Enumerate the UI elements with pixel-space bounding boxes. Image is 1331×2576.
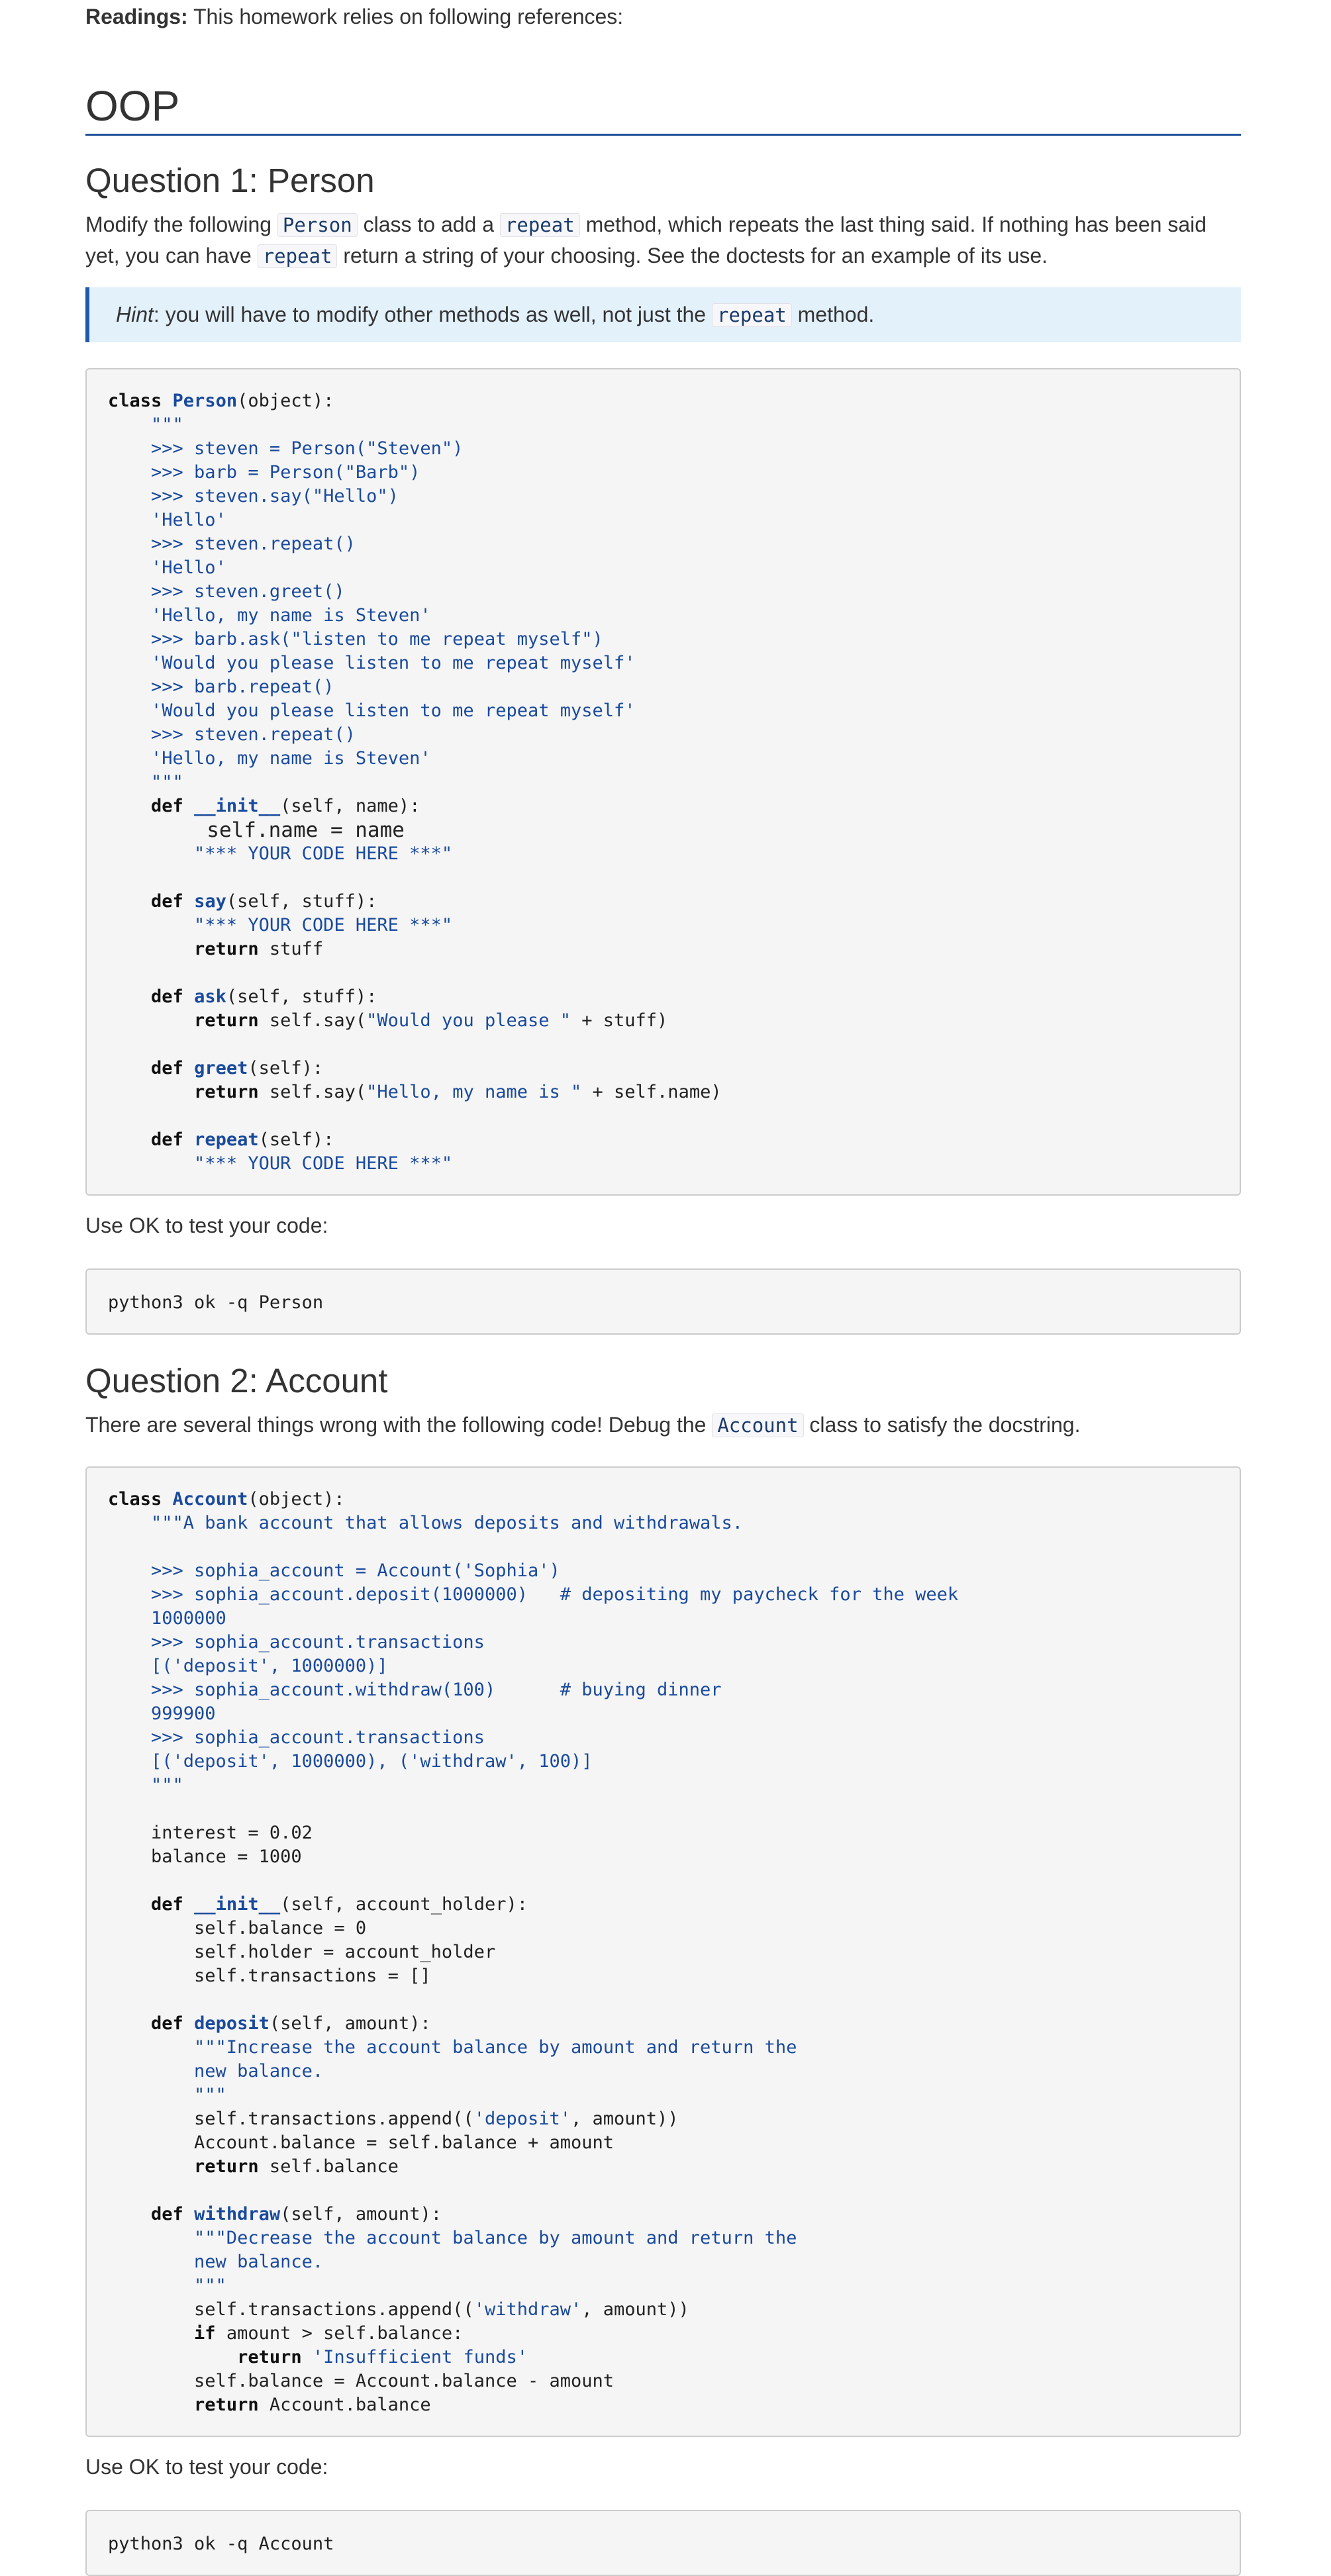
code-token: if bbox=[194, 2323, 216, 2344]
code-token bbox=[108, 2323, 194, 2344]
code-token: 'Hello, my name is Steven' bbox=[108, 605, 431, 626]
code-line bbox=[108, 1033, 1218, 1057]
code-line bbox=[108, 2322, 1218, 2346]
code-line bbox=[108, 1726, 1218, 1750]
code-token bbox=[108, 1153, 194, 1174]
code-token bbox=[302, 2347, 313, 2367]
code-token: return bbox=[194, 939, 259, 959]
code-token: [('deposit', 1000000), ('withdraw', 100)] bbox=[108, 1751, 593, 1772]
code-line bbox=[108, 2179, 1218, 2203]
code-line bbox=[108, 485, 1218, 508]
inline-code-person: Person bbox=[277, 213, 358, 237]
code-token: """ bbox=[108, 2275, 226, 2296]
code-line bbox=[108, 2083, 1218, 2107]
code-token bbox=[108, 939, 194, 959]
code-line bbox=[108, 914, 1218, 937]
section-title-oop: OOP bbox=[85, 82, 1241, 136]
code-token: >>> steven.repeat() bbox=[108, 534, 356, 554]
code-token bbox=[108, 2347, 237, 2367]
code-line bbox=[108, 1104, 1218, 1128]
code-token bbox=[108, 915, 194, 935]
code-line bbox=[108, 675, 1218, 699]
code-token: 'Would you please listen to me repeat myself' bbox=[108, 653, 636, 673]
code-token: self.say( bbox=[258, 1082, 367, 1102]
code-line bbox=[108, 2060, 1218, 2083]
code-token bbox=[108, 1082, 194, 1102]
code-token: (self, name): bbox=[280, 796, 420, 816]
code-line bbox=[108, 413, 1218, 437]
code-token: Account.balance = self.balance + amount bbox=[108, 2132, 615, 2153]
code-token: self.balance bbox=[258, 2156, 399, 2177]
code-line bbox=[108, 1607, 1218, 1631]
code-token: __init__ bbox=[194, 796, 281, 816]
code-token: """Decrease the account balance by amount and return the bbox=[108, 2228, 797, 2248]
code-line bbox=[108, 866, 1218, 890]
code-line bbox=[108, 2274, 1218, 2298]
code-token: def bbox=[151, 1894, 183, 1915]
code-token bbox=[108, 1894, 151, 1915]
code-token: >>> sophia_account.transactions bbox=[108, 1632, 485, 1652]
question-1-description bbox=[85, 209, 1241, 271]
code-token: self.transactions.append(( bbox=[108, 2299, 474, 2320]
code-token: """ bbox=[108, 1775, 183, 1795]
code-line bbox=[108, 556, 1218, 580]
code-token: 'Insufficient funds' bbox=[312, 2347, 528, 2367]
code-token: (self, account_holder): bbox=[280, 1894, 528, 1915]
code-token: """ bbox=[108, 414, 183, 435]
code-line bbox=[108, 628, 1218, 651]
code-token: (self, stuff): bbox=[226, 891, 377, 912]
code-token: >>> steven = Person("Steven") bbox=[108, 438, 464, 459]
code-line bbox=[108, 2298, 1218, 2322]
q1-desc-text: class to add a bbox=[363, 213, 495, 236]
code-token: return bbox=[237, 2347, 302, 2367]
code-line bbox=[108, 2346, 1218, 2369]
code-token: class bbox=[108, 391, 162, 411]
code-token: >>> barb.repeat() bbox=[108, 677, 334, 697]
code-token bbox=[108, 796, 151, 816]
code-line bbox=[108, 1678, 1218, 1702]
code-line bbox=[108, 651, 1218, 675]
page-content bbox=[85, 0, 1241, 2576]
code-line bbox=[108, 2393, 1218, 2417]
code-line bbox=[108, 1535, 1218, 1559]
code-token bbox=[108, 2395, 194, 2415]
code-line bbox=[108, 1631, 1218, 1654]
hint-box bbox=[85, 287, 1241, 342]
code-token bbox=[108, 1058, 151, 1078]
code-token: self.say( bbox=[258, 1010, 367, 1031]
q1-desc-text: Modify the following bbox=[85, 213, 272, 236]
code-line bbox=[108, 1774, 1218, 1797]
code-token bbox=[108, 1129, 151, 1150]
code-token: return bbox=[194, 1010, 259, 1031]
code-token: def bbox=[151, 2204, 183, 2224]
ok-command-account[interactable]: python3 ok -q Account bbox=[85, 2510, 1241, 2576]
code-token: 1000000 bbox=[108, 1608, 226, 1629]
code-line bbox=[108, 771, 1218, 794]
code-token: """ bbox=[108, 772, 183, 792]
code-token bbox=[108, 986, 151, 1007]
question-2-description bbox=[85, 1409, 1241, 1441]
code-line bbox=[108, 2012, 1218, 2036]
q2-desc-text: class to satisfy the docstring. bbox=[809, 1413, 1081, 1437]
code-line bbox=[108, 842, 1218, 866]
code-token: >>> steven.repeat() bbox=[108, 724, 356, 745]
code-token: [('deposit', 1000000)] bbox=[108, 1656, 388, 1676]
code-token: return bbox=[194, 2156, 259, 2177]
code-line bbox=[108, 1917, 1218, 1940]
code-line bbox=[108, 1702, 1218, 1726]
code-token: >>> steven.say("Hello") bbox=[108, 486, 399, 506]
code-token: def bbox=[151, 1058, 183, 1078]
code-token: say bbox=[194, 891, 226, 912]
code-line bbox=[108, 2203, 1218, 2226]
code-token: (object): bbox=[237, 391, 334, 411]
q1-desc-text: method, which repeats the last thing said. If nothing has been said yet, you can have bbox=[85, 213, 1207, 267]
q1-desc-text: return a string of your choosing. See the doctests for an example of its use. bbox=[343, 244, 1048, 267]
code-line bbox=[108, 2107, 1218, 2131]
code-token: def bbox=[151, 796, 183, 816]
code-line bbox=[108, 723, 1218, 747]
code-token: """ bbox=[108, 2085, 226, 2105]
code-token: >>> barb = Person("Barb") bbox=[108, 462, 420, 483]
code-token: def bbox=[151, 1129, 183, 1150]
code-token: __init__ bbox=[194, 1894, 281, 1915]
code-token: interest = 0.02 bbox=[108, 1823, 313, 1843]
code-line bbox=[108, 1869, 1218, 1893]
code-token: """Increase the account balance by amount and return the bbox=[108, 2037, 797, 2058]
code-line bbox=[108, 937, 1218, 961]
code-line bbox=[108, 1988, 1218, 2012]
readings-label: Readings: bbox=[85, 5, 188, 28]
code-line bbox=[108, 961, 1218, 985]
code-token: "Would you please " bbox=[366, 1010, 571, 1031]
code-token: >>> sophia_account.withdraw(100) # buying dinner bbox=[108, 1680, 722, 1700]
code-line bbox=[108, 1511, 1218, 1535]
code-token: deposit bbox=[194, 2013, 270, 2034]
question-1-title: Question 1: Person bbox=[85, 162, 375, 199]
code-token: class bbox=[108, 1489, 162, 1509]
code-line bbox=[108, 747, 1218, 771]
code-line bbox=[108, 1009, 1218, 1033]
code-token: Person bbox=[172, 391, 238, 411]
code-token: stuff bbox=[258, 939, 324, 959]
code-line bbox=[108, 2250, 1218, 2274]
code-line bbox=[108, 1488, 1218, 1511]
code-token: self.balance = 0 bbox=[108, 1918, 367, 1938]
code-token: "Hello, my name is " bbox=[366, 1082, 582, 1102]
code-line bbox=[108, 1893, 1218, 1917]
use-ok-text: Use OK to test your code: bbox=[85, 1214, 328, 1237]
code-token: >>> sophia_account.deposit(1000000) # depositing my paycheck for the week bbox=[108, 1584, 959, 1605]
code-token: + stuff) bbox=[571, 1010, 668, 1031]
code-line bbox=[108, 532, 1218, 556]
code-token: >>> sophia_account.transactions bbox=[108, 1727, 485, 1748]
code-line bbox=[108, 1583, 1218, 1607]
code-token: """A bank account that allows deposits and withdrawals. bbox=[108, 1513, 744, 1533]
code-token bbox=[108, 1010, 194, 1031]
code-line bbox=[108, 1964, 1218, 1988]
code-token bbox=[108, 2013, 151, 2034]
code-token: (object): bbox=[248, 1489, 345, 1509]
code-token: return bbox=[194, 1082, 259, 1102]
code-token: self.transactions = [] bbox=[108, 1966, 431, 1986]
code-token: 'Hello' bbox=[108, 557, 226, 578]
code-token: (self): bbox=[258, 1129, 334, 1150]
code-token: , amount)) bbox=[581, 2299, 689, 2320]
code-token: (self, amount): bbox=[280, 2204, 442, 2224]
code-line bbox=[108, 2036, 1218, 2060]
code-token: + self.name) bbox=[581, 1082, 722, 1102]
code-line bbox=[108, 890, 1218, 914]
code-token: repeat bbox=[194, 1129, 259, 1150]
code-line bbox=[108, 461, 1218, 485]
code-token: "*** YOUR CODE HERE ***" bbox=[194, 915, 453, 935]
code-token: return bbox=[194, 2395, 259, 2415]
code-line bbox=[108, 1750, 1218, 1774]
code-token: self.transactions.append(( bbox=[108, 2109, 474, 2129]
inline-code-account: Account bbox=[712, 1413, 803, 1437]
use-ok-text: Use OK to test your code: bbox=[85, 2455, 328, 2479]
ok-command-person[interactable]: python3 ok -q Person bbox=[85, 1268, 1241, 1335]
code-token: amount > self.balance: bbox=[215, 2323, 464, 2344]
code-line bbox=[108, 1654, 1218, 1678]
code-line bbox=[108, 2226, 1218, 2250]
readings-line bbox=[85, 0, 1241, 32]
code-token: 'deposit' bbox=[473, 2109, 571, 2129]
code-token: Account.balance bbox=[258, 2395, 431, 2415]
code-token: >>> sophia_account = Account('Sophia') bbox=[108, 1560, 560, 1581]
code-line bbox=[108, 794, 1218, 818]
code-line bbox=[108, 1559, 1218, 1583]
code-token: self.name = name bbox=[108, 818, 405, 842]
code-token: new balance. bbox=[108, 2252, 324, 2272]
hint-text: : you will have to modify other methods as well, not just the bbox=[153, 303, 707, 326]
code-line bbox=[108, 2131, 1218, 2155]
hint-label: Hint bbox=[116, 303, 154, 326]
code-token: withdraw bbox=[194, 2204, 281, 2224]
readings-text: This homework relies on following references: bbox=[193, 5, 624, 28]
code-token: >>> steven.greet() bbox=[108, 581, 345, 602]
code-token bbox=[108, 891, 151, 912]
code-token: def bbox=[151, 891, 183, 912]
code-line bbox=[108, 604, 1218, 628]
code-line bbox=[108, 1152, 1218, 1176]
code-token: (self, stuff): bbox=[226, 986, 377, 1007]
code-line bbox=[108, 2369, 1218, 2393]
code-line bbox=[108, 1845, 1218, 1869]
code-token: >>> barb.ask("listen to me repeat myself") bbox=[108, 629, 603, 649]
code-token bbox=[108, 2156, 194, 2177]
account-code-block[interactable] bbox=[85, 1466, 1241, 2437]
code-token bbox=[108, 843, 194, 864]
code-token: Account bbox=[172, 1489, 248, 1509]
code-line bbox=[108, 1080, 1218, 1104]
code-line bbox=[108, 437, 1218, 461]
code-line bbox=[108, 1821, 1218, 1845]
code-token: (self): bbox=[248, 1058, 324, 1078]
code-token: balance = 1000 bbox=[108, 1846, 302, 1867]
code-line bbox=[108, 1128, 1218, 1152]
hint-end: method. bbox=[797, 303, 875, 326]
code-token: "*** YOUR CODE HERE ***" bbox=[194, 843, 453, 864]
code-token: , amount)) bbox=[571, 2109, 679, 2129]
q2-desc-text: There are several things wrong with the following code! Debug the bbox=[85, 1413, 707, 1437]
code-line bbox=[108, 699, 1218, 723]
code-token: new balance. bbox=[108, 2061, 324, 2081]
code-token: self.balance = Account.balance - amount bbox=[108, 2371, 615, 2391]
code-line bbox=[108, 508, 1218, 532]
person-code-block[interactable] bbox=[85, 368, 1241, 1196]
code-token bbox=[108, 2204, 151, 2224]
inline-code-repeat: repeat bbox=[712, 303, 792, 327]
code-line bbox=[108, 2155, 1218, 2179]
code-token: ask bbox=[194, 986, 226, 1007]
code-token: 'withdraw' bbox=[473, 2299, 582, 2320]
code-line bbox=[108, 985, 1218, 1009]
code-token: def bbox=[151, 2013, 183, 2034]
code-token: 'Hello, my name is Steven' bbox=[108, 748, 431, 769]
code-line bbox=[108, 1940, 1218, 1964]
inline-code-repeat: repeat bbox=[500, 213, 580, 237]
code-line bbox=[108, 818, 1218, 842]
inline-code-repeat: repeat bbox=[258, 244, 338, 268]
code-token: greet bbox=[194, 1058, 248, 1078]
code-token: "*** YOUR CODE HERE ***" bbox=[194, 1153, 453, 1174]
question-2-title: Question 2: Account bbox=[85, 1362, 388, 1400]
code-token: 'Would you please listen to me repeat myself' bbox=[108, 700, 636, 721]
code-line bbox=[108, 1797, 1218, 1821]
code-token: 999900 bbox=[108, 1703, 216, 1724]
code-token: self.holder = account_holder bbox=[108, 1942, 496, 1962]
code-line bbox=[108, 580, 1218, 604]
code-token: def bbox=[151, 986, 183, 1007]
code-token: (self, amount): bbox=[269, 2013, 431, 2034]
code-line bbox=[108, 389, 1218, 413]
code-line bbox=[108, 1057, 1218, 1080]
code-token: 'Hello' bbox=[108, 510, 226, 530]
